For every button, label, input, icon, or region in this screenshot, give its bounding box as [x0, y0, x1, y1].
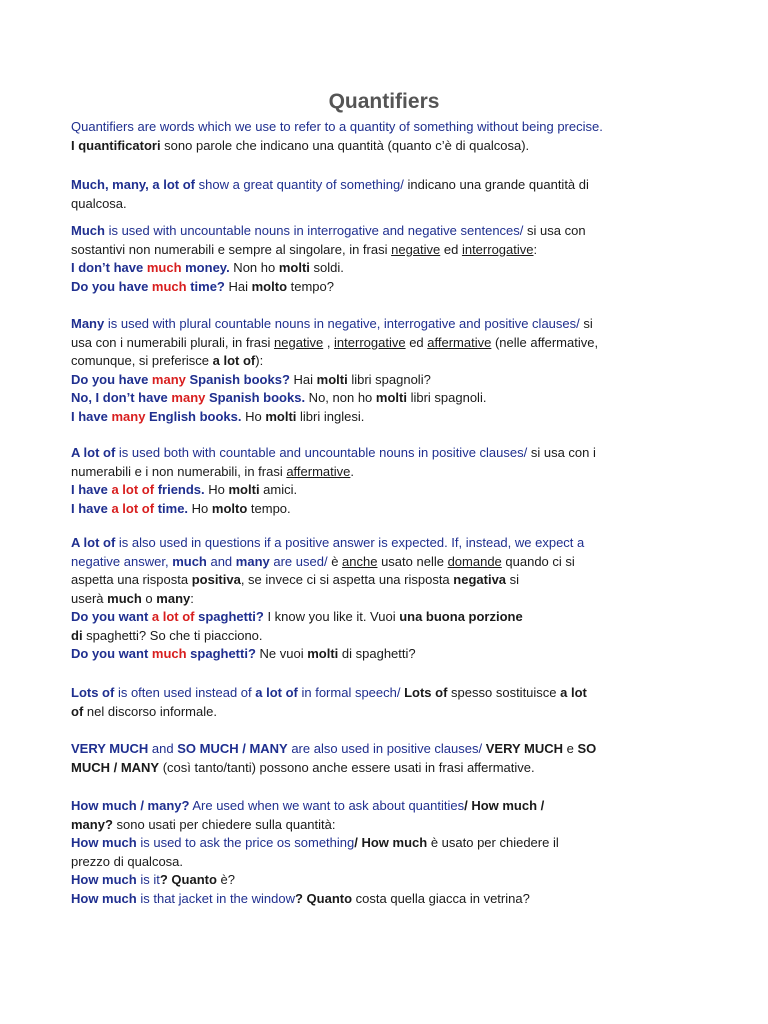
text-segment: una buona porzione	[399, 609, 523, 624]
text-segment: (nelle affermative,	[491, 334, 599, 350]
text-segment: ):	[255, 353, 264, 368]
text-segment: I don’t have	[71, 260, 147, 275]
text-segment: VERY MUCH	[71, 741, 149, 756]
text-segment: molti	[307, 646, 339, 661]
text-segment: sono parole che indicano una quantità (quanto c’è di qualcosa).	[160, 137, 530, 153]
text-segment: is used to ask the price os something	[136, 835, 355, 850]
text-segment: sono usati per chiedere sulla quantità:	[112, 816, 336, 832]
text-line	[71, 590, 697, 609]
text-segment: affermative	[427, 334, 492, 350]
text-segment: much	[107, 590, 142, 606]
text-segment: domande	[447, 553, 502, 569]
text-segment: / How much /	[464, 798, 545, 813]
text-segment: molti	[316, 371, 348, 387]
text-line	[71, 137, 697, 156]
text-segment: :	[190, 590, 194, 606]
text-segment: MUCH / MANY	[71, 759, 160, 775]
text-line	[71, 534, 697, 553]
text-line	[71, 645, 697, 664]
text-line	[71, 834, 697, 853]
text-segment: many	[156, 590, 191, 606]
text-line	[71, 481, 697, 500]
paragraph-a-lot-of	[71, 444, 697, 518]
text-segment: negative answer,	[71, 553, 173, 569]
text-segment: a lot of	[212, 353, 256, 368]
text-segment: VERY MUCH	[482, 741, 564, 756]
text-segment: of	[71, 703, 84, 719]
text-segment: How much	[71, 835, 137, 850]
text-segment: a lot of	[111, 500, 155, 516]
text-segment: nel discorso informale.	[83, 703, 217, 719]
text-segment: time?	[186, 278, 225, 294]
text-line	[71, 703, 697, 722]
text-segment: is that jacket in the window	[136, 890, 295, 906]
text-segment: Do you have	[71, 278, 152, 294]
text-segment: si	[579, 316, 593, 331]
paragraph-intro	[71, 118, 697, 155]
text-segment: si usa con	[523, 223, 586, 238]
paragraph-lots-of	[71, 684, 697, 721]
text-segment: sostantivi non numerabili e sempre al singolare, in frasi	[71, 241, 392, 257]
text-segment: a lot of	[111, 482, 155, 497]
text-segment: molti	[375, 390, 407, 405]
text-segment: .	[350, 463, 355, 479]
text-segment: di spaghetti?	[338, 646, 416, 661]
text-segment: Lots of	[71, 685, 115, 700]
text-segment: much	[172, 553, 207, 569]
text-segment: interrogative	[461, 241, 534, 257]
text-segment: Many	[71, 316, 105, 331]
text-segment: ?	[294, 890, 303, 906]
text-segment: comunque, si preferisce	[71, 353, 213, 368]
text-segment: show a great quantity of something/	[195, 177, 404, 192]
paragraph-how-much-many	[71, 797, 697, 908]
text-segment: I know you like it. Vuoi	[263, 609, 400, 624]
text-segment: , se invece ci si aspetta una risposta	[240, 572, 454, 587]
text-line	[71, 408, 697, 427]
text-segment: and	[206, 553, 236, 569]
text-segment: è	[327, 553, 343, 569]
text-segment: is used with uncountable nouns in interrogative and negative sentences/	[104, 223, 524, 238]
text-segment: / How much	[354, 835, 428, 850]
text-segment: is used both with countable and uncountable nouns in positive clauses/	[115, 445, 528, 460]
text-segment: is also used in questions if a positive answer is expected. If, instead, we expect a	[115, 535, 585, 550]
text-line	[71, 890, 697, 909]
text-line	[71, 222, 697, 241]
text-segment: molti	[228, 482, 260, 497]
text-segment: much	[146, 260, 182, 275]
paragraph-very-much	[71, 740, 697, 777]
text-segment: spesso sostituisce	[447, 685, 561, 700]
text-segment: Much	[71, 223, 105, 238]
text-line	[71, 278, 697, 297]
text-segment: many	[151, 371, 186, 387]
text-segment: Lots of	[400, 685, 448, 700]
text-line	[71, 853, 697, 872]
text-line	[71, 259, 697, 278]
text-line	[71, 684, 697, 703]
text-segment: is it	[136, 872, 160, 887]
text-segment: Hai	[289, 371, 317, 387]
text-segment: How much / many?	[71, 798, 190, 813]
text-line	[71, 371, 697, 390]
text-line	[71, 816, 697, 835]
text-line	[71, 389, 697, 408]
text-segment: No, I don’t have	[71, 390, 172, 405]
text-line	[71, 608, 697, 627]
text-segment: tempo?	[287, 278, 334, 294]
text-segment: libri spagnoli.	[406, 390, 487, 405]
paragraph-a-lot-of-questions	[71, 534, 697, 664]
text-segment: (così tanto/tanti) possono anche essere usati in frasi affermative.	[159, 759, 535, 775]
text-segment: negative	[391, 241, 441, 257]
text-segment: costa quella giacca in vetrina?	[352, 890, 530, 906]
text-segment: How much	[71, 872, 137, 887]
text-segment: and	[148, 741, 178, 756]
text-segment: tempo.	[247, 500, 291, 516]
text-line	[71, 871, 697, 890]
paragraph-much	[71, 222, 697, 296]
text-line	[71, 334, 697, 353]
text-segment: Quanto	[302, 890, 353, 906]
text-segment: Quanto	[167, 872, 217, 887]
text-line	[71, 195, 697, 214]
text-segment: Do you want	[71, 646, 152, 661]
text-segment: Ho	[241, 408, 266, 424]
text-line	[71, 463, 697, 482]
text-line	[71, 118, 697, 137]
text-segment: a lot of	[151, 609, 195, 624]
text-line	[71, 500, 697, 519]
text-line	[71, 797, 697, 816]
text-segment: are also used in positive clauses/	[287, 741, 483, 756]
text-segment: si usa con i	[527, 445, 596, 460]
text-segment: quando ci si	[501, 553, 575, 569]
text-segment: spaghetti? So che ti piacciono.	[82, 627, 263, 643]
text-segment: No, non ho	[305, 390, 376, 405]
text-segment: A lot of	[71, 535, 116, 550]
text-segment: interrogative	[334, 334, 406, 350]
text-segment: indicano una grande quantità di	[403, 177, 589, 192]
text-segment: aspetta una risposta	[71, 572, 192, 587]
text-segment: o	[141, 590, 157, 606]
text-line	[71, 352, 697, 371]
text-segment: Do you want	[71, 609, 152, 624]
text-segment: English books.	[145, 408, 242, 424]
text-segment: usa con i numerabili plurali, in frasi	[71, 334, 275, 350]
text-segment: e	[563, 741, 578, 756]
text-segment: SO	[577, 741, 597, 756]
text-segment: soldi.	[309, 260, 344, 275]
text-segment: ed	[440, 241, 462, 257]
text-segment: many	[111, 408, 146, 424]
text-segment: anche	[342, 553, 378, 569]
text-line	[71, 571, 697, 590]
text-segment: qualcosa.	[71, 195, 127, 211]
text-segment: is often used instead of	[114, 685, 256, 700]
text-segment: spaghetti?	[194, 609, 264, 624]
text-segment: negativa	[453, 572, 507, 587]
text-segment: are used/	[269, 553, 328, 569]
text-segment: ,	[323, 334, 335, 350]
text-line	[71, 627, 697, 646]
text-segment: time.	[154, 500, 189, 516]
text-segment: Are used when we want to ask about quantities	[189, 798, 465, 813]
text-segment: I have	[71, 482, 112, 497]
text-segment: numerabili e i non numerabili, in frasi	[71, 463, 287, 479]
text-segment: negative	[274, 334, 324, 350]
text-segment: Ne vuoi	[255, 646, 308, 661]
text-segment: a lot of	[255, 685, 298, 700]
text-segment: è usato per chiedere il	[427, 835, 559, 850]
text-segment: I have	[71, 500, 112, 516]
text-segment: affermative	[286, 463, 351, 479]
text-segment: Do you have	[71, 371, 152, 387]
text-segment: molto	[251, 278, 288, 294]
text-segment: How much	[71, 890, 137, 906]
text-segment: molti	[278, 260, 310, 275]
text-segment: friends.	[154, 482, 205, 497]
text-segment: I quantificatori	[71, 137, 161, 153]
text-line	[71, 444, 697, 463]
text-segment: si	[506, 572, 520, 587]
text-segment: positiva	[191, 572, 241, 587]
text-segment: much	[151, 278, 187, 294]
text-segment: many	[235, 553, 270, 569]
paragraph-many	[71, 315, 697, 426]
text-segment: molto	[211, 500, 248, 516]
text-segment: Ho	[188, 500, 212, 516]
text-line	[71, 241, 697, 260]
text-segment: ed	[405, 334, 428, 350]
text-segment: di	[71, 627, 83, 643]
text-segment: Non ho	[229, 260, 279, 275]
text-segment: I have	[71, 408, 112, 424]
text-segment: ?	[159, 872, 168, 887]
text-segment: many?	[71, 816, 113, 832]
text-line	[71, 176, 697, 195]
text-segment: :	[533, 241, 538, 257]
paragraph-much-many-a-lot-of	[71, 176, 697, 213]
text-segment: spaghetti?	[186, 646, 256, 661]
text-segment: libri inglesi.	[296, 408, 365, 424]
text-segment: Quantifiers are words which we use to refer to a quantity of something without being precise.	[71, 119, 603, 134]
text-segment: Spanish books?	[185, 371, 290, 387]
text-segment: much	[151, 646, 187, 661]
text-segment: Spanish books.	[205, 390, 306, 405]
text-segment: prezzo di qualcosa.	[71, 853, 184, 869]
text-line	[71, 553, 697, 572]
text-line	[71, 740, 697, 759]
text-segment: a lot	[560, 685, 587, 700]
text-segment: A lot of	[71, 445, 116, 460]
text-segment: Hai	[224, 278, 252, 294]
text-segment: money.	[181, 260, 230, 275]
text-line	[71, 315, 697, 334]
text-segment: SO MUCH / MANY	[177, 741, 288, 756]
text-segment: Ho	[204, 482, 229, 497]
text-segment: libri spagnoli?	[347, 371, 431, 387]
text-segment: userà	[71, 590, 108, 606]
text-segment: usato nelle	[377, 553, 448, 569]
text-segment: is used with plural countable nouns in negative, interrogative and positive clauses/	[104, 316, 580, 331]
text-segment: Much, many, a lot of	[71, 177, 195, 192]
text-segment: amici.	[259, 482, 298, 497]
text-segment: è?	[216, 872, 235, 887]
text-line	[71, 759, 697, 778]
page-title: Quantifiers	[328, 90, 440, 113]
text-segment: molti	[265, 408, 297, 424]
text-segment: many	[171, 390, 206, 405]
text-segment: in formal speech/	[297, 685, 401, 700]
